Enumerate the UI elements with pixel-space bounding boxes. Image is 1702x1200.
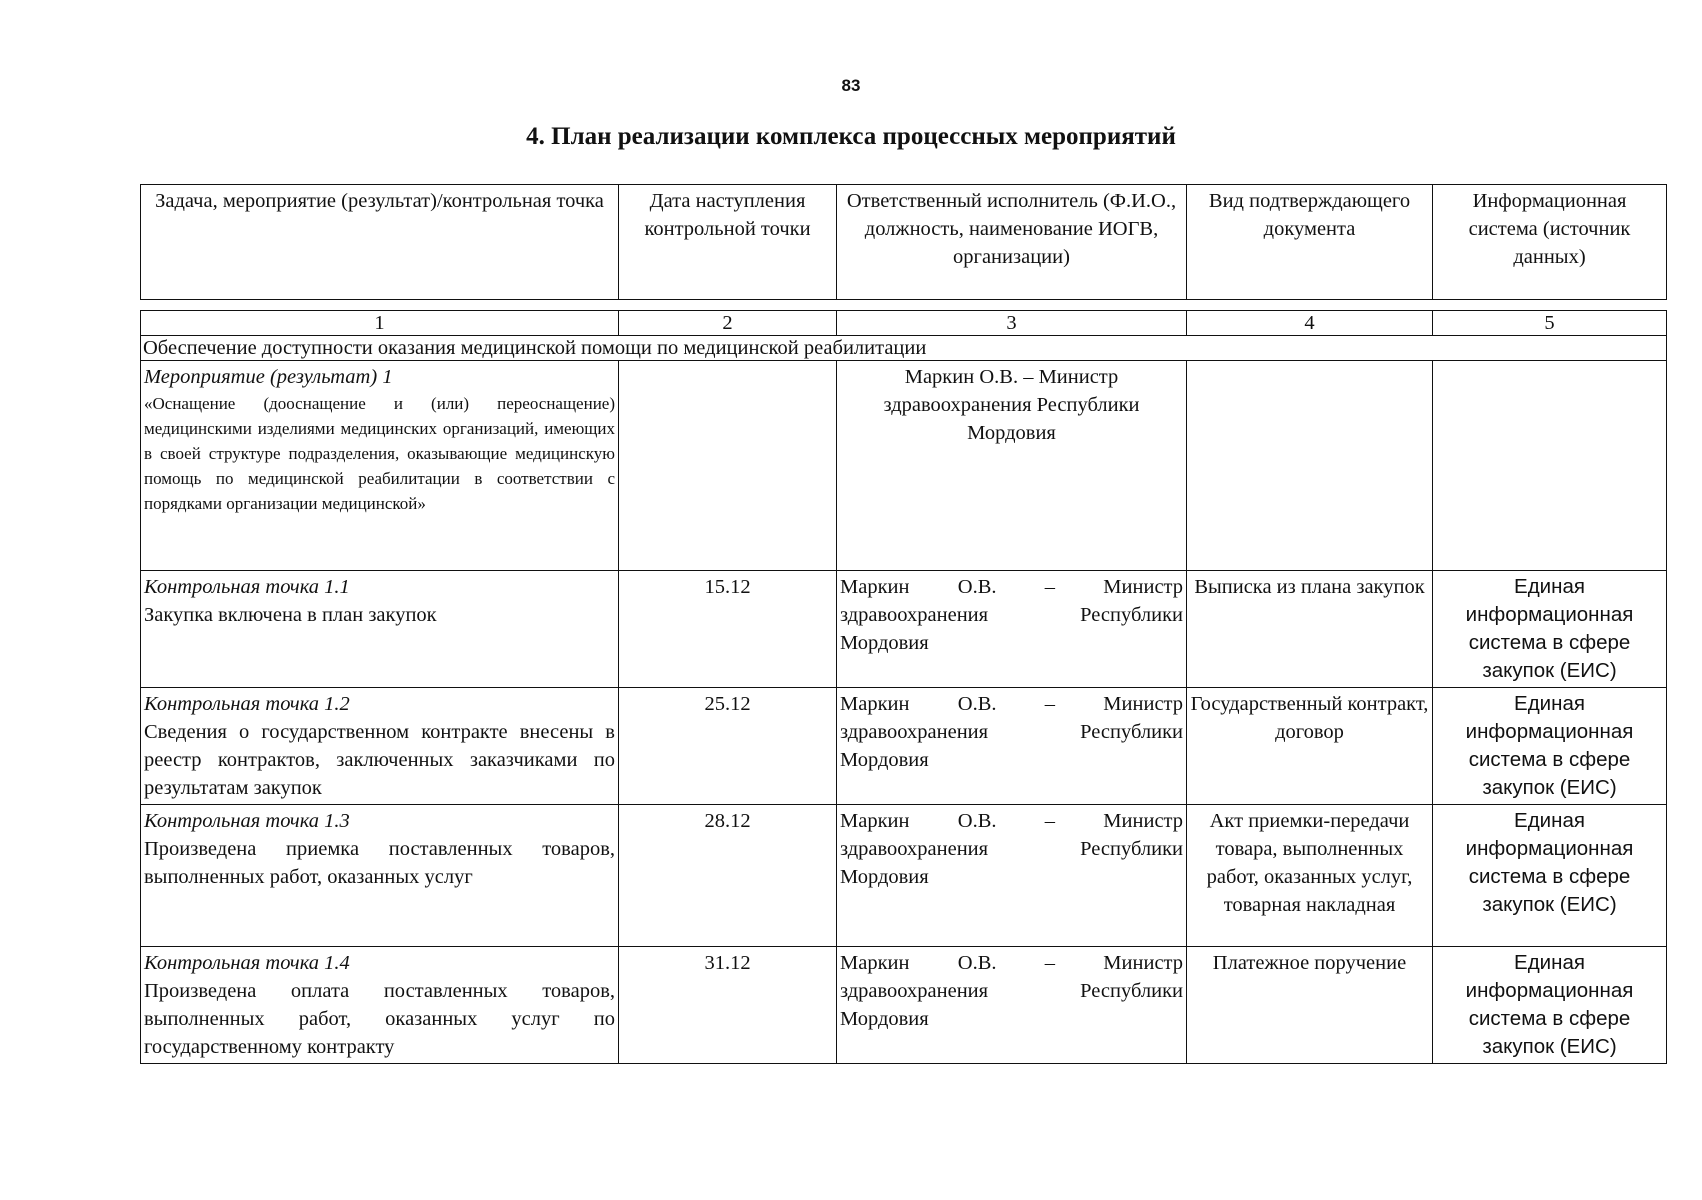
task-text: Произведена приемка поставленных товаров, выполненных работ, оказанных услуг: [144, 838, 615, 888]
task-label: Контрольная точка 1.3: [144, 810, 350, 832]
header-row: [141, 185, 1667, 300]
page-number: 83: [841, 76, 861, 95]
document-cell: Платежное поручение: [1187, 947, 1433, 1064]
table-row: [141, 947, 1667, 1064]
system-cell: Единая информационная система в сфере закупок (ЕИС): [1433, 571, 1667, 688]
column-number: 2: [619, 311, 837, 336]
plan-table-header: [140, 184, 1667, 300]
table-row: [141, 571, 1667, 688]
header-document: Вид подтверждающего документа: [1187, 185, 1433, 300]
document-cell: Выписка из плана закупок: [1187, 571, 1433, 688]
date-cell: 31.12: [619, 947, 837, 1064]
document-cell: Акт приемки-передачи товара, выполненных работ, оказанных услуг, товарная накладная: [1187, 805, 1433, 947]
header-task: Задача, мероприятие (результат)/контрольная точка: [141, 185, 619, 300]
table-row: [141, 688, 1667, 805]
task-label: Контрольная точка 1.4: [144, 952, 350, 974]
system-cell: Единая информационная система в сфере закупок (ЕИС): [1433, 688, 1667, 805]
date-cell: [619, 361, 837, 571]
task-cell: [141, 688, 619, 805]
system-cell: Единая информационная система в сфере закупок (ЕИС): [1433, 805, 1667, 947]
task-label: Контрольная точка 1.2: [144, 693, 350, 715]
document-cell: [1187, 361, 1433, 571]
task-text: Закупка включена в план закупок: [144, 604, 437, 626]
task-cell: [141, 805, 619, 947]
document-cell: Государственный контракт, договор: [1187, 688, 1433, 805]
column-number-row: [141, 311, 1667, 336]
header-executor: Ответственный исполнитель (Ф.И.О., должность, наименование ИОГВ, организации): [837, 185, 1187, 300]
task-cell: [141, 947, 619, 1064]
task-text: «Оснащение (дооснащение и (или) переоснащение) медицинскими изделиями медицинских организаций, имеющих в своей структуре подразделения, оказывающие медицинскую помощь по медицинской реабилитации в соответствии с порядками организации медицинской»: [144, 394, 615, 513]
column-number: 1: [141, 311, 619, 336]
column-number: 3: [837, 311, 1187, 336]
executor-cell: Маркин О.В. – Министр здравоохранения Республики Мордовия: [837, 688, 1187, 805]
section-title: Обеспечение доступности оказания медицинской помощи по медицинской реабилитации: [141, 336, 1667, 361]
date-cell: 28.12: [619, 805, 837, 947]
task-cell: [141, 361, 619, 571]
task-text: Сведения о государственном контракте внесены в реестр контрактов, заключенных заказчиками по результатам закупок: [144, 721, 615, 799]
executor-cell: Маркин О.В. – Министр здравоохранения Республики Мордовия: [837, 361, 1187, 571]
header-system: Информационная система (источник данных): [1433, 185, 1667, 300]
page-title: 4. План реализации комплекса процессных мероприятий: [526, 123, 1176, 150]
table-row: [141, 361, 1667, 571]
date-cell: 15.12: [619, 571, 837, 688]
task-label: Мероприятие (результат) 1: [144, 366, 393, 388]
task-label: Контрольная точка 1.1: [144, 576, 350, 598]
section-row: [141, 336, 1667, 361]
column-number: 4: [1187, 311, 1433, 336]
table-row: [141, 805, 1667, 947]
task-cell: [141, 571, 619, 688]
system-cell: [1433, 361, 1667, 571]
executor-cell: Маркин О.В. – Министр здравоохранения Республики Мордовия: [837, 571, 1187, 688]
date-cell: 25.12: [619, 688, 837, 805]
executor-cell: Маркин О.В. – Министр здравоохранения Республики Мордовия: [837, 805, 1187, 947]
plan-table-body: [140, 310, 1667, 1064]
header-date: Дата наступления контрольной точки: [619, 185, 837, 300]
system-cell: Единая информационная система в сфере закупок (ЕИС): [1433, 947, 1667, 1064]
executor-cell: Маркин О.В. – Министр здравоохранения Республики Мордовия: [837, 947, 1187, 1064]
task-text: Произведена оплата поставленных товаров, выполненных работ, оказанных услуг по государственному контракту: [144, 980, 615, 1058]
column-number: 5: [1433, 311, 1667, 336]
